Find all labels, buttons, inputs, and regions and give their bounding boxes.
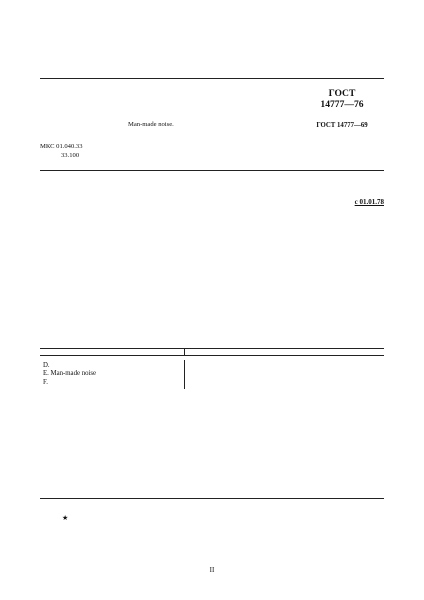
replaces-block bbox=[300, 121, 384, 130]
terms-table bbox=[40, 348, 384, 389]
standard-number-prefix: ГОСТ bbox=[328, 88, 356, 99]
effective-date: с 01.01.78 bbox=[354, 198, 384, 206]
standard-number-value: 14777—76 bbox=[320, 98, 364, 110]
term-english: E. Man-made noise bbox=[43, 370, 97, 378]
star-mark: ★ bbox=[62, 514, 69, 522]
table-row bbox=[40, 360, 384, 389]
classification-code: МКС 01.040.33 bbox=[40, 143, 83, 150]
column-header-term bbox=[40, 349, 184, 356]
header-rule bbox=[40, 170, 384, 171]
term-french: F. bbox=[43, 378, 48, 386]
classification-codes bbox=[40, 143, 83, 160]
column-header-definition bbox=[184, 349, 384, 356]
page-number: II bbox=[209, 566, 215, 574]
classification-code: 33.100 bbox=[61, 151, 80, 159]
term-german: D. bbox=[43, 362, 50, 369]
replaced-standard: ГОСТ 14777—69 bbox=[316, 122, 368, 129]
body-text bbox=[40, 212, 384, 214]
term-cell bbox=[40, 360, 184, 389]
definition-cell bbox=[184, 360, 384, 389]
banner-rule bbox=[40, 78, 384, 79]
english-title-line-1: Man-made noise. bbox=[128, 121, 174, 128]
standard-number bbox=[300, 89, 384, 110]
footer-rule bbox=[40, 498, 384, 499]
table-header-row bbox=[40, 349, 384, 356]
